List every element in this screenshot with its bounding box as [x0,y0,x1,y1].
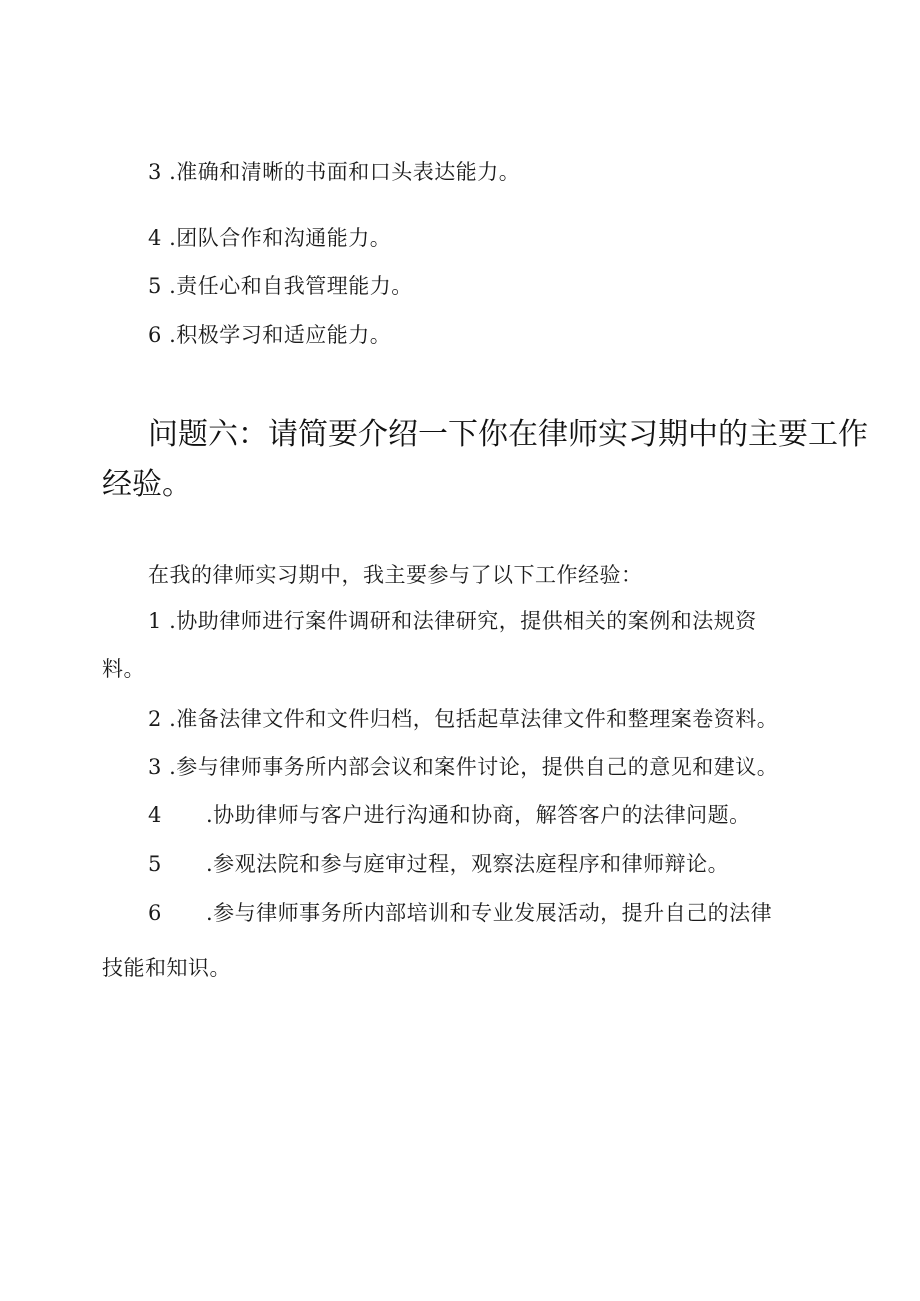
list-item [148,272,413,300]
list-item-text: .积极学习和适应能力。 [169,323,392,347]
list-item-number: 1 [148,609,162,633]
list-item-number: 5 [148,852,162,876]
list-item-continuation: 技能和知识。 [102,956,231,980]
list-item-number: 6 [148,323,162,347]
list-item-number: 4 [148,803,162,827]
list-item-number: 3 [148,755,162,779]
list-item [148,224,391,252]
list-item-number: 6 [148,901,162,925]
list-item-number: 5 [148,274,162,298]
list-item-text: .准确和清晰的书面和口头表达能力。 [169,160,521,184]
list-item [148,801,751,829]
list-item-text: .参观法院和参与庭审过程，观察法庭程序和律师辩论。 [206,852,730,876]
list-item-number: 2 [148,707,162,731]
question-heading-line-2: 经验。 [102,467,192,502]
list-item-number: 3 [148,160,162,184]
list-item-number: 4 [148,226,162,250]
list-item-text: .责任心和自我管理能力。 [169,274,413,298]
list-item [148,899,772,927]
question-heading-line-1: 问题六：请简要介绍一下你在律师实习期中的主要工作 [148,417,868,452]
intro-paragraph: 在我的律师实习期中，我主要参与了以下工作经验： [148,563,643,587]
list-item-text: .参与律师事务所内部会议和案件讨论，提供自己的意见和建议。 [169,755,779,779]
list-item-text: .准备法律文件和文件归档，包括起草法律文件和整理案卷资料。 [169,707,779,731]
list-item [148,850,729,878]
list-item-text: .团队合作和沟通能力。 [169,226,392,250]
list-item-text: .参与律师事务所内部培训和专业发展活动，提升自己的法律 [206,901,773,925]
list-item-continuation: 料。 [102,657,145,681]
list-item [148,753,778,781]
list-item [148,607,757,635]
list-item [148,321,391,349]
list-item [148,705,778,733]
list-item [148,158,520,186]
list-item-text: .协助律师进行案件调研和法律研究，提供相关的案例和法规资 [169,609,757,633]
list-item-text: .协助律师与客户进行沟通和协商，解答客户的法律问题。 [206,803,751,827]
